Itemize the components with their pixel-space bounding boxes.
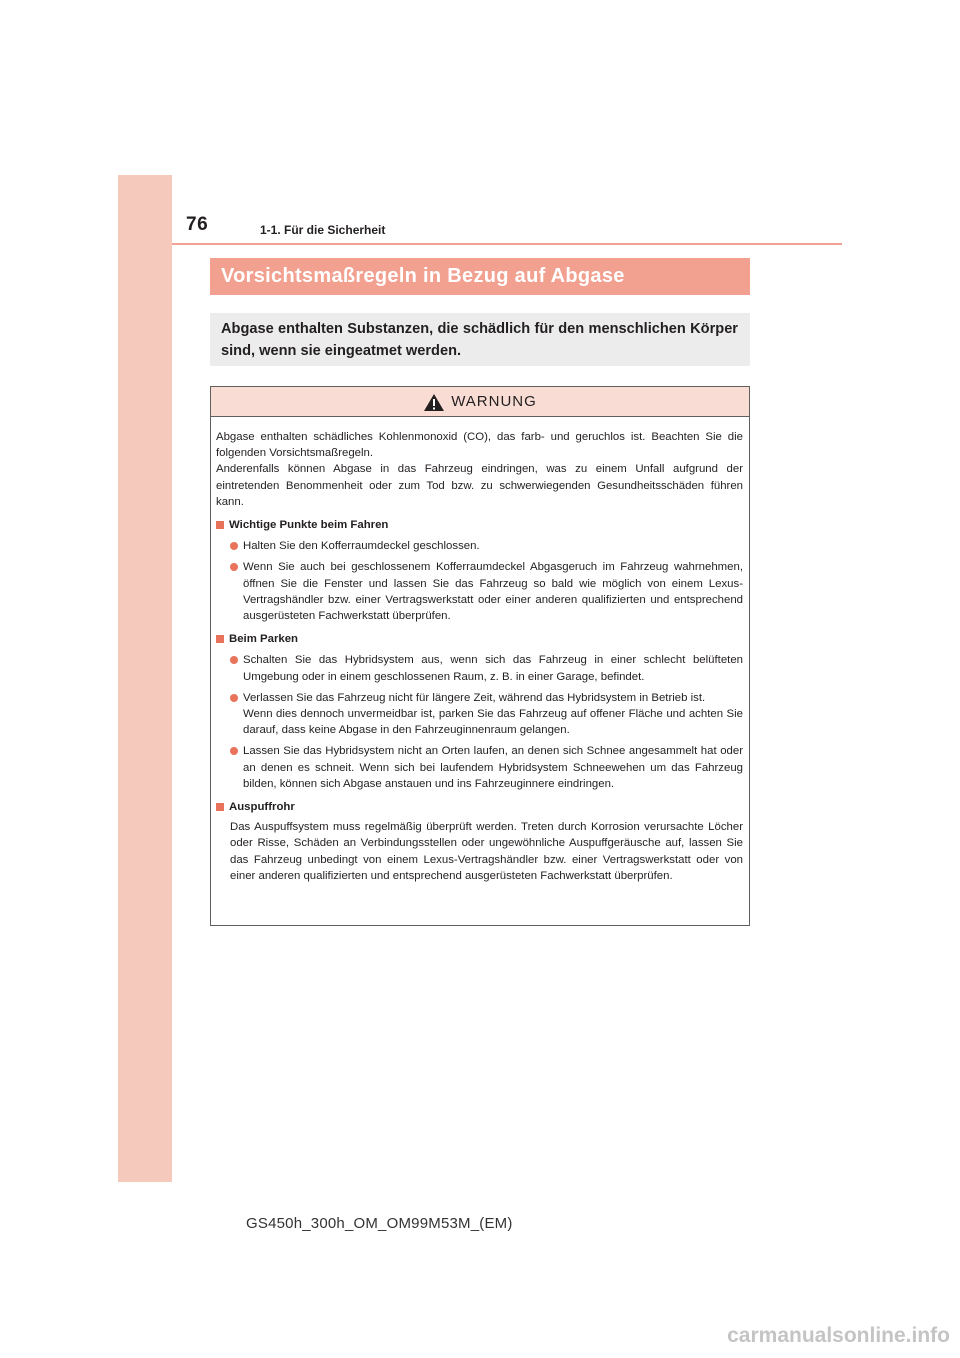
list-item: Wenn Sie auch bei geschlossenem Kofferraumdeckel Abgasgeruch im Fahrzeug wahrnehmen, öffnen Sie die Fenster und lassen Sie das Fahrzeug so bald wie möglich von einem Lexus-Vertragshändler bzw. einer Vertragswerkstatt oder einer anderen qualifizierten und entsprechend ausgerüsteten Fachwerkstatt überprüfen. [216, 559, 743, 624]
warning-title: WARNUNG [451, 393, 537, 410]
exhaust-paragraph: Das Auspuffsystem muss regelmäßig überprüft werden. Treten durch Korrosion verursachte Löcher oder Risse, Schäden an Verbindungsstellen oder ungewöhnliche Auspuffgeräusche auf, lassen Sie das Fahrzeug unbedingt von einem Lexus-Vertragshändler bzw. einer Vertragswerkstatt oder von einer anderen qualifizierten und entsprechend ausgerüsteten Fachwerkstatt überprüfen. [230, 821, 743, 882]
section-heading-exhaust: Auspuffrohr [216, 799, 743, 815]
section-heading-parking: Beim Parken [216, 631, 743, 647]
list-item: Halten Sie den Kofferraumdeckel geschlossen. [216, 538, 743, 554]
list-item [216, 690, 743, 739]
section-label: 1-1. Für die Sicherheit [260, 223, 386, 237]
square-bullet-icon [216, 521, 224, 529]
section-heading-driving: Wichtige Punkte beim Fahren [216, 517, 743, 533]
warning-body [211, 417, 749, 884]
list-item: Lassen Sie das Hybridsystem nicht an Orten laufen, an denen sich Schnee angesammelt hat oder an denen es schneit. Wenn sich bei laufendem Hybridsystem Schneewehen um das Fahrzeug bilden, können sich Abgase anstauen und ins Fahrzeuginnere eindringen. [216, 743, 743, 792]
page-number: 76 [186, 214, 209, 235]
warning-header [211, 387, 749, 417]
header-divider [172, 243, 842, 245]
warning-triangle-icon [423, 393, 445, 412]
circle-bullet-icon [230, 542, 238, 550]
intro-summary: Abgase enthalten Substanzen, die schädlich für den menschlichen Körper sind, wenn sie eingeatmet werden. [210, 313, 750, 366]
list-item-continuation: Wenn dies dennoch unvermeidbar ist, parken Sie das Fahrzeug auf offener Fläche und achten Sie darauf, dass keine Abgase in den Fahrzeuginnenraum gelangen. [243, 708, 743, 737]
page-title: Vorsichtsmaßregeln in Bezug auf Abgase [221, 265, 625, 287]
square-bullet-icon [216, 803, 224, 811]
list-item-text: Verlassen Sie das Fahrzeug nicht für längere Zeit, während das Hybridsystem in Betrieb ist. [243, 691, 706, 704]
circle-bullet-icon [230, 747, 238, 755]
warning-consequence: Anderenfalls können Abgase in das Fahrzeug eindringen, was zu einem Unfall aufgrund der eintretenden Benommenheit oder zum Tod bzw. zu schwerwiegenden Gesundheitsschäden führen kann. [216, 463, 743, 508]
watermark: carmanualsonline.info [727, 1324, 950, 1347]
square-bullet-icon [216, 635, 224, 643]
circle-bullet-icon [230, 563, 238, 571]
side-color-band [118, 175, 172, 1182]
document-code: GS450h_300h_OM_OM99M53M_(EM) [246, 1215, 513, 1232]
warning-box [210, 386, 750, 926]
circle-bullet-icon [230, 656, 238, 664]
page-title-bar [210, 258, 750, 295]
warning-intro: Abgase enthalten schädliches Kohlenmonoxid (CO), das farb- und geruchlos ist. Beachten Sie die folgenden Vorsichtsmaßregeln. [216, 431, 743, 460]
list-item: Schalten Sie das Hybridsystem aus, wenn sich das Fahrzeug in einer schlecht belüfteten Umgebung oder in einem geschlossenen Raum, z. B. in einer Garage, befindet. [216, 652, 743, 684]
circle-bullet-icon [230, 694, 238, 702]
